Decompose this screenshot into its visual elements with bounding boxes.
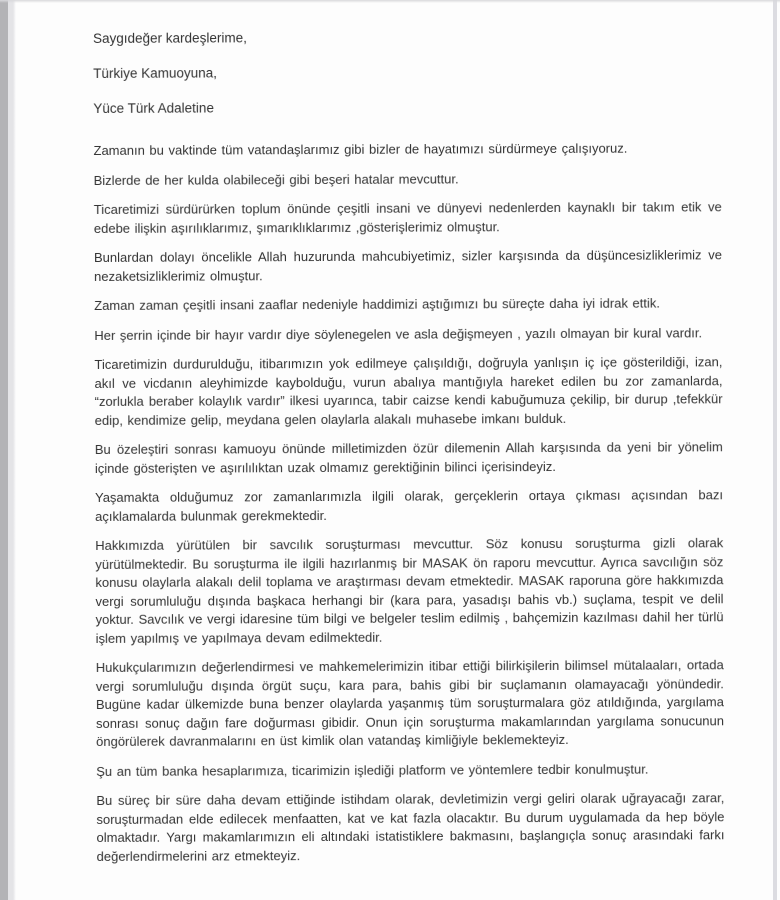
paragraph: Hakkımızda yürütülen bir savcılık soruşturması mevcuttur. Söz konusu soruşturma gizli olarak yürütülmektedir. Bu soruşturma ile ilgili hazırlanmış bir MASAK ön raporu mevcuttur. Ayrıca savcılığın söz konusu olaylarla alakalı delil toplama ve araştırması devam etmektedir. MASAK raporuna göre hakkımızda vergi sorumluluğu dışında başkaca herhangi bir (kara para, yasadışı bahis vb.) suçlama, tespit ve delil yoktur. Savcılık ve vergi idaresine tüm bilgi ve belgeler teslim edilmiş , bahçemizin kazılması dahil her türlü işlem yapılmış ve yapılmaya devam edilmektedir. [95, 535, 724, 646]
paragraph: Bu süreç bir süre daha devam ettiğinde istihdam olarak, devletimizin vergi geliri olarak uğrayacağı zarar, soruşturmadan elde edilecek menfaatten, kat ve kat fazla olacaktır. Bu durum uygulamada da hep böyle olmaktadır. Yargı makamlarımızın eli altındaki istatistiklere bakmasını, başlangıçla sonuç arasındaki farkı değerlendirmelerini arz etmekteyiz. [96, 790, 725, 864]
letter-body [93, 139, 724, 866]
paragraph: Zamanın bu vaktinde tüm vatandaşlarımız gibi bizler de hayatımızı sürdürmeye çalışıyoruz. [93, 140, 628, 158]
salutation-line: Yüce Türk Adaletine [93, 100, 214, 116]
paragraph: Ticaretimizi sürdürürken toplum önünde çeşitli insani ve dünyevi nedenlerden kaynaklı bir takım etik ve edebe ilişkin aşırılıklarımız, şımarıklıklarımız ,gösterişlerimiz olmuştur. [93, 199, 722, 236]
paragraph: Zaman zaman çeşitli insani zaaflar nedeniyle haddimizi aştığımızı bu süreçte daha iyi idrak ettik. [94, 295, 660, 313]
paragraph: Ticaretimizin durdurulduğu, itibarımızın yok edilmeye çalışıldığı, doğruyla yanlışın iç içe gösterildiği, izan, akıl ve vicdanın aleyhimizde kaybolduğu, vurun abalıya mantığıyla hareket edilen bu zor zamanlarda, “zorlukla beraber kolaylık vardır” ilkesi uyarınca, tabir caizse kendi kabuğumuza çekilip, bir durup ,tefekkür edip, kendimize gelip, meydana gelen olaylarla alakalı muhasebe imkanı bulduk. [94, 354, 723, 428]
paragraph: Bunlardan dolayı öncelikle Allah huzurunda mahcubiyetimiz, sizler karşısında da düşüncesizliklerimiz ve nezaketsizliklerimiz olmuştur. [93, 247, 723, 284]
photo-edge-right [773, 0, 777, 900]
letter-salutation [93, 27, 721, 118]
paragraph: Bu özeleştiri sonrası kamuoyu önünde milletimizden özür dilemenin Allah karşısında da yeni bir yönelim içinde gösterişten ve aşırılılıktan uzak olmamız gerektiğinin bilinci içerisindeyiz. [94, 439, 723, 476]
photo-edge-top [0, 0, 780, 3]
paragraph: Şu an tüm banka hesaplarımıza, ticarimizin işlediği platform ve yöntemlere tedbir konulmuştur. [96, 761, 649, 779]
salutation-line: Saygıdeğer kardeşlerime, [93, 30, 247, 46]
paragraph: Her şerrin içinde bir hayır vardır diye söylenegelen ve asla değişmeyen , yazılı olmayan bir kural vardır. [94, 324, 703, 343]
paragraph: Bizlerde de her kulda olabileceği gibi beşeri hatalar mevcuttur. [93, 170, 459, 188]
paragraph: Yaşamakta olduğumuz zor zamanlarımızla ilgili olarak, gerçeklerin ortaya çıkması açısından bazı açıklamalarda bulunmak gerekmektedir. [95, 487, 724, 524]
letter-page [93, 27, 725, 866]
photo-edge-left [0, 0, 16, 900]
paragraph: Hukukçularımızın değerlendirmesi ve mahkemelerimizin itibar ettiği bilirkişilerin bilimsel mütalaaları, ortada vergi sorumluluğu dışında örgüt suçu, kara para, bahis gibi bir suçlamanın olamayacağı yönündedir. Bugüne kadar ülkemizde buna benzer olaylarda yaşanmış tüm soruşturmalara göz atıldığında, yargılama sonrası sonuç dağın fare doğurması gibidir. Onun için soruşturma makamlarından yargılama sonucunun öngörülerek davranmalarını en üst kimlik olan vatandaş kimliğiyle beklemekteyiz. [95, 657, 725, 749]
salutation-line: Türkiye Kamuoyuna, [93, 65, 218, 81]
